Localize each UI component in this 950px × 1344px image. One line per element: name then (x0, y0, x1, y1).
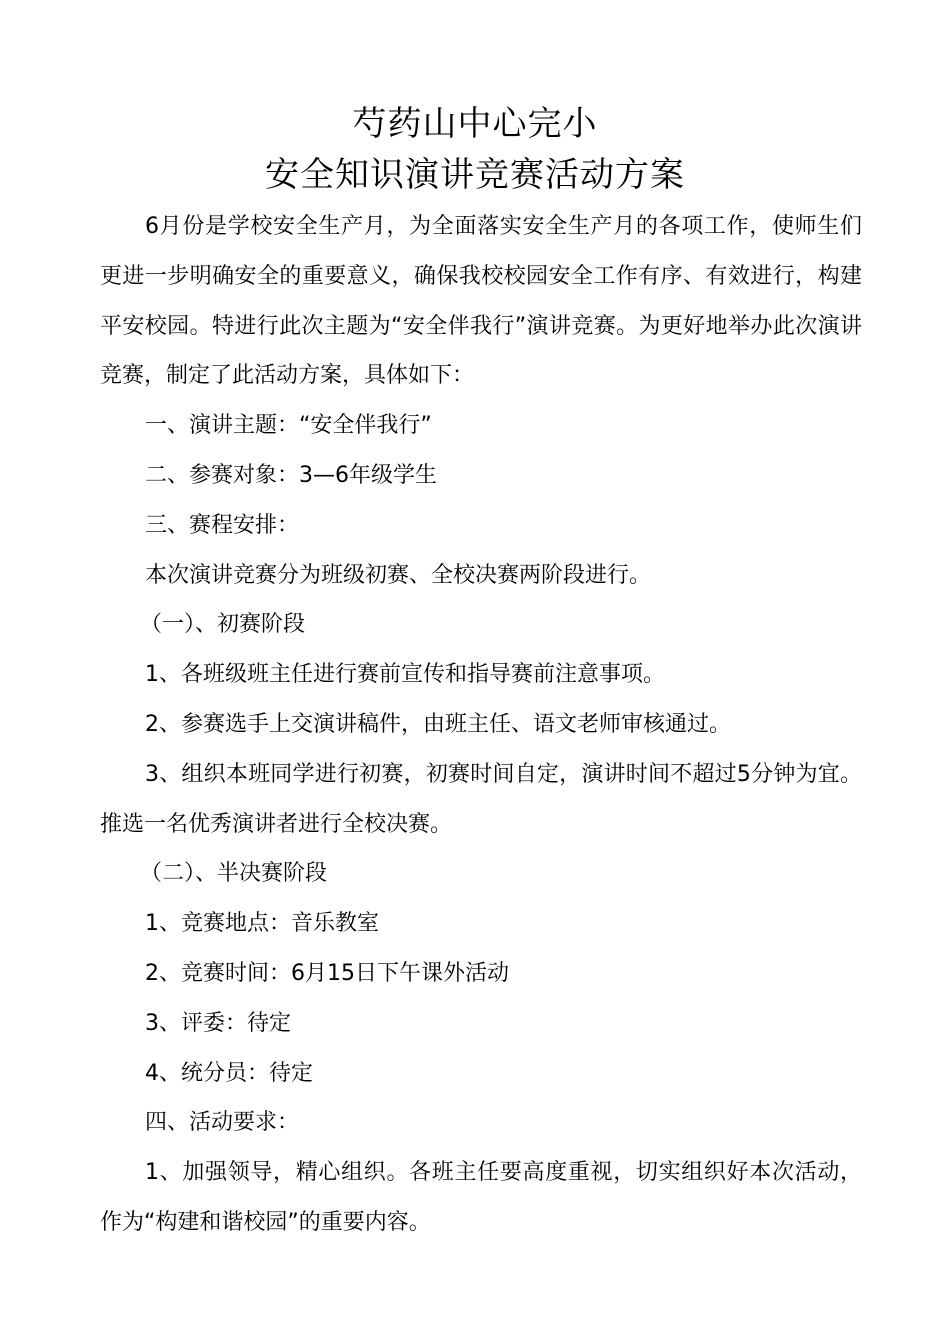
stage2-item-3: 3、评委：待定 (145, 1010, 291, 1036)
document-body (100, 202, 862, 1248)
stage1-item-3: 3、组织本班同学进行初赛，初赛时间自定，演讲时间不超过5分钟为宜。推选一名优秀演讲者进行全校决赛。 (100, 761, 862, 837)
stage1-heading: （一）、初赛阶段 (140, 612, 306, 638)
stage1-item-2: 2、参赛选手上交演讲稿件，由班主任、语文老师审核通过。 (145, 711, 731, 737)
section-requirements: 四、活动要求： (145, 1110, 300, 1136)
intro-paragraph: 6月份是学校安全生产月，为全面落实安全生产月的各项工作，使师生们更进一步明确安全的重要意义，确保我校校园安全工作有序、有效进行，构建平安校园。特进行此次主题为“安全伴我行”演讲竞赛。为更好地举办此次演讲竞赛，制定了此活动方案，具体如下： (100, 214, 862, 389)
stage2-item-2: 2、竞赛时间：6月15日下午课外活动 (145, 960, 509, 986)
stage2-item-4: 4、统分员：待定 (145, 1060, 313, 1086)
stage1-item-1: 1、各班级班主任进行赛前宣传和指导赛前注意事项。 (145, 662, 665, 688)
school-name-title: 芍药山中心完小 (352, 104, 598, 144)
schedule-description: 本次演讲竞赛分为班级初赛、全校决赛两阶段进行。 (145, 562, 652, 588)
section-participants: 二、参赛对象：3—6年级学生 (145, 462, 437, 488)
stage2-item-1: 1、竞赛地点：音乐教室 (145, 911, 379, 937)
section-schedule: 三、赛程安排： (145, 512, 300, 538)
section-theme: 一、演讲主题：“安全伴我行” (145, 413, 432, 439)
requirement-item-1: 1、加强领导，精心组织。各班主任要高度重视，切实组织好本次活动，作为“构建和谐校园”的重要内容。 (100, 1160, 862, 1235)
stage2-heading: （二）、半决赛阶段 (140, 861, 328, 887)
plan-title: 安全知识演讲竞赛活动方案 (265, 155, 685, 195)
